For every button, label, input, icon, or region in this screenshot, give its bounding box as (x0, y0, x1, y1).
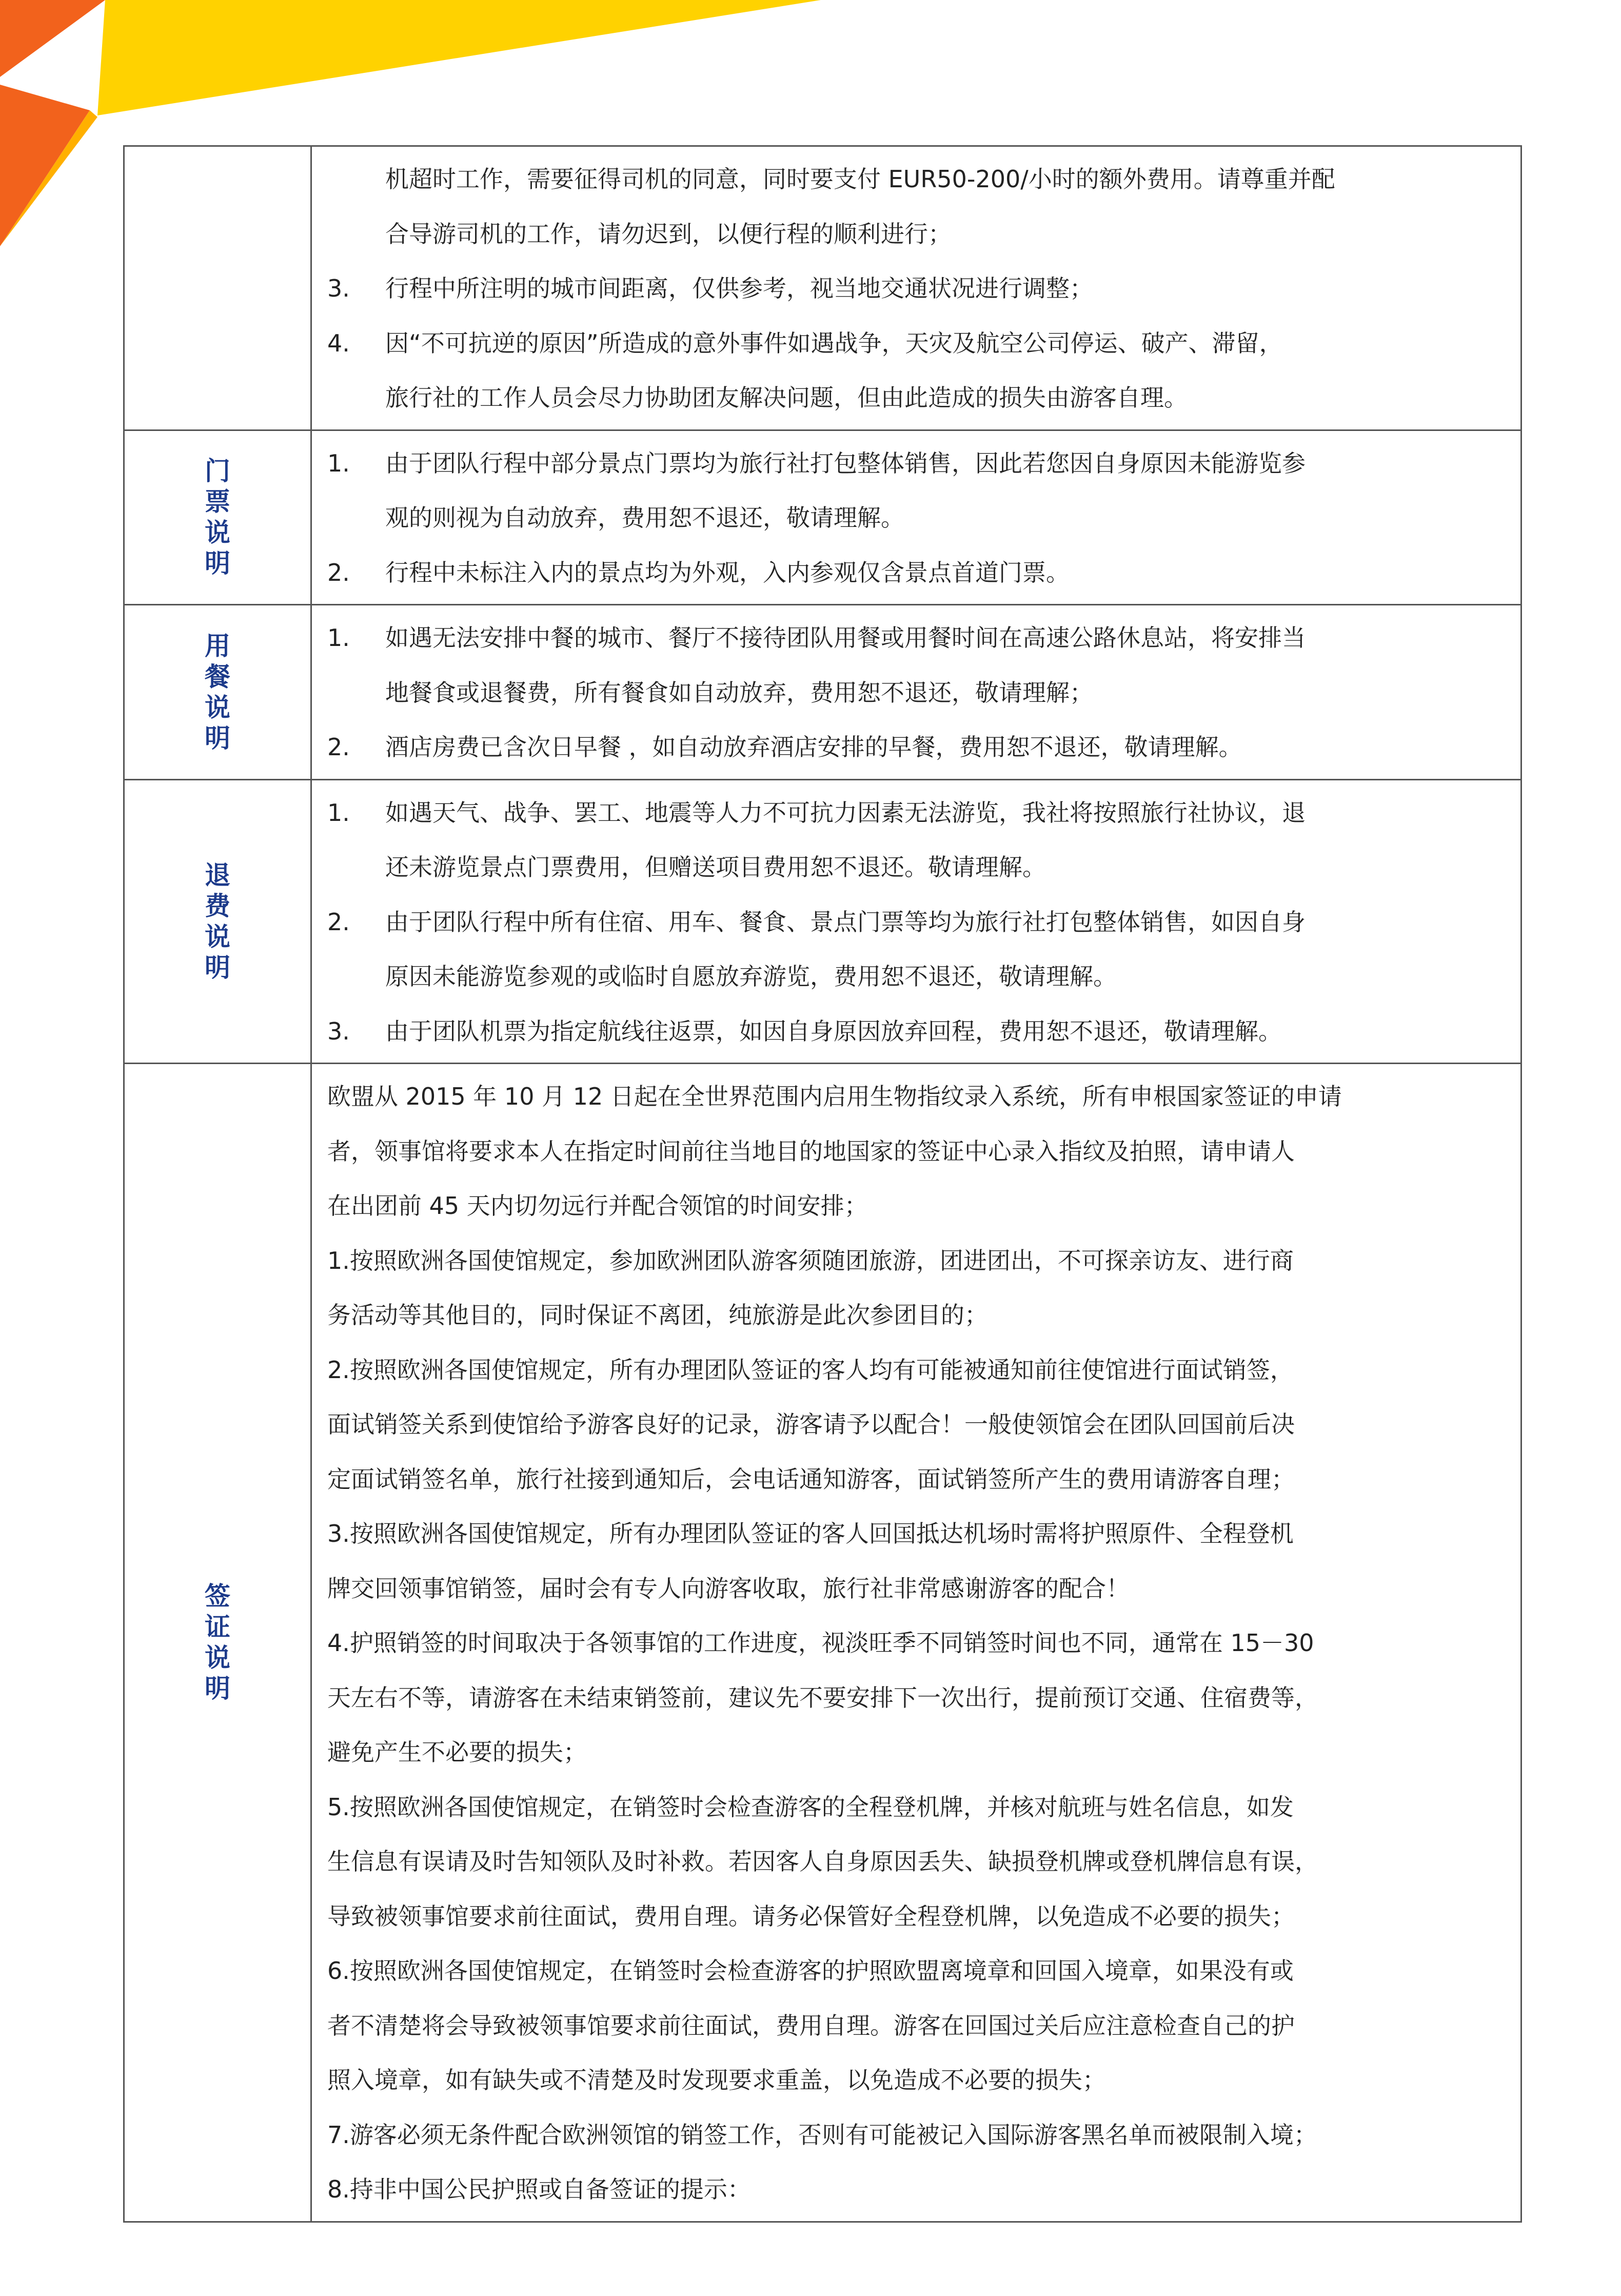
paragraph-line: 导致被领事馆要求前往面试，费用自理。请务必保管好全程登机牌，以免造成不必要的损失； (327, 1902, 1295, 1930)
note-line (327, 490, 1510, 545)
note-text: 如遇天气、战争、罢工、地震等人力不可抗力因素无法游览，我社将按照旅行社协议，退 (385, 798, 1306, 827)
section-label: 用餐说明 (205, 631, 230, 753)
paragraph-line: 面试销签关系到使馆给予游客良好的记录，游客请予以配合！一般使领馆会在团队回国前后决 (327, 1410, 1295, 1438)
paragraph-line: 欧盟从 2015 年 10 月 12 日起在全世界范围内启用生物指纹录入系统，所有申根国家签证的申请 (327, 1083, 1342, 1110)
paragraph-line: 1.按照欧洲各国使馆规定，参加欧洲团队游客须随团旅游，团进团出，不可探亲访友、进行商 (327, 1246, 1294, 1274)
item-number: 1. (327, 449, 350, 477)
paragraph-line: 天左右不等，请游客在未结束销签前，建议先不要安排下一次出行，提前预订交通、住宿费等， (327, 1683, 1318, 1712)
section-row (124, 430, 1521, 605)
note-line (327, 949, 1510, 1004)
item-number: 3. (327, 1017, 350, 1045)
paragraph-line: 3.按照欧洲各国使馆规定，所有办理团队签证的客人回国抵达机场时需将护照原件、全程登机 (327, 1520, 1294, 1547)
note-line (327, 261, 1510, 316)
note-text: 还未游览景点门票费用，但赠送项目费用恕不退还。敬请理解。 (385, 853, 1046, 881)
paragraph-line: 避免产生不必要的损失； (327, 1738, 587, 1766)
paragraph-line: 牌交回领事馆销签，届时会有专人向游客收取，旅行社非常感谢游客的配合！ (327, 1574, 1130, 1602)
item-number: 1. (327, 624, 350, 652)
note-line (327, 545, 1510, 600)
section-row (124, 779, 1521, 1064)
paragraph-line: 在出团前 45 天内切勿远行并配合领馆的时间安排； (327, 1192, 868, 1220)
section-content-cell (311, 430, 1521, 605)
item-number: 2. (327, 908, 350, 936)
note-line (327, 370, 1510, 425)
note-text: 旅行社的工作人员会尽力协助团友解决问题，但由此造成的损失由游客自理。 (385, 384, 1188, 411)
section-content-cell (311, 779, 1521, 1064)
note-text: 行程中所注明的城市间距离，仅供参考，视当地交通状况进行调整； (385, 274, 1093, 302)
note-line (327, 895, 1510, 950)
section-row (124, 1064, 1521, 2222)
section-label: 退费说明 (205, 860, 230, 983)
note-text: 原因未能游览参观的或临时自愿放弃游览，费用恕不退还，敬请理解。 (385, 963, 1117, 990)
section-label-cell (124, 1064, 311, 2222)
note-line (327, 840, 1510, 895)
section-label: 门票说明 (205, 456, 230, 579)
section-label-cell (124, 779, 311, 1064)
orange-wedge-shape (0, 85, 90, 246)
note-line (327, 786, 1510, 840)
item-number: 4. (327, 329, 350, 357)
paragraph-line: 5.按照欧洲各国使馆规定，在销签时会检查游客的全程登机牌，并核对航班与姓名信息，如发 (327, 1793, 1294, 1821)
note-text: 合导游司机的工作，请勿迟到，以便行程的顺利进行； (385, 220, 952, 248)
note-line (327, 207, 1510, 262)
paragraph-line: 者不清楚将会导致被领事馆要求前往面试，费用自理。游客在回国过关后应注意检查自己的护 (327, 2011, 1295, 2039)
note-text: 由于团队行程中所有住宿、用车、餐食、景点门票等均为旅行社打包整体销售，如因自身 (385, 908, 1306, 936)
paragraph-line: 2.按照欧洲各国使馆规定，所有办理团队签证的客人均有可能被通知前往使馆进行面试销签， (327, 1356, 1294, 1384)
paragraph-line: 4.护照销签的时间取决于各领事馆的工作进度，视淡旺季不同销签时间也不同，通常在 15－30 (327, 1629, 1314, 1657)
note-line (327, 1004, 1510, 1059)
section-row (124, 605, 1521, 780)
paragraph-line: 照入境章，如有缺失或不清楚及时发现要求重盖，以免造成不必要的损失； (327, 2066, 1106, 2094)
note-line (327, 316, 1510, 371)
travel-notes-table (123, 145, 1522, 2223)
note-text: 行程中未标注入内的景点均为外观，入内参观仅含景点首道门票。 (385, 558, 1070, 586)
orange-triangle-shape (0, 0, 105, 77)
section-content-cell (311, 146, 1521, 430)
section-content-cell (311, 1064, 1521, 2222)
paragraph-line: 务活动等其他目的，同时保证不离团，纯旅游是此次参团目的； (327, 1301, 988, 1329)
note-text: 观的则视为自动放弃，费用恕不退还，敬请理解。 (385, 504, 904, 532)
item-number: 2. (327, 733, 350, 761)
note-line (327, 720, 1510, 775)
section-content-cell (311, 605, 1521, 780)
section-label-cell (124, 605, 311, 780)
item-number: 1. (327, 798, 350, 827)
note-text: 地餐食或退餐费，所有餐食如自动放弃，费用恕不退还，敬请理解； (385, 678, 1093, 707)
section-label: 签证说明 (205, 1581, 230, 1704)
note-text: 机超时工作，需要征得司机的同意，同时要支付 EUR50-200/小时的额外费用。请尊重并配 (385, 165, 1335, 193)
note-line (327, 152, 1510, 207)
paragraph-line: 7.游客必须无条件配合欧洲领馆的销签工作，否则有可能被记入国际游客黑名单而被限制入境； (327, 2121, 1317, 2149)
note-line (327, 611, 1510, 665)
item-number: 3. (327, 274, 350, 302)
note-line (327, 665, 1510, 720)
paragraph-line: 者，领事馆将要求本人在指定时间前往当地目的地国家的签证中心录入指纹及拍照，请申请人 (327, 1137, 1295, 1165)
section-label-cell (124, 430, 311, 605)
paragraph-line: 生信息有误请及时告知领队及时补救。若因客人自身原因丢失、缺损登机牌或登机牌信息有误， (327, 1848, 1318, 1875)
item-number: 2. (327, 558, 350, 586)
paragraph-line: 定面试销签名单，旅行社接到通知后，会电话通知游客，面试销签所产生的费用请游客自理； (327, 1465, 1295, 1493)
note-text: 由于团队机票为指定航线往返票，如因自身原因放弃回程，费用恕不退还，敬请理解。 (385, 1017, 1282, 1045)
note-line (327, 436, 1510, 491)
note-text: 如遇无法安排中餐的城市、餐厅不接待团队用餐或用餐时间在高速公路休息站，将安排当 (385, 624, 1306, 652)
note-text: 酒店房费已含次日早餐 ，如自动放弃酒店安排的早餐，费用恕不退还，敬请理解。 (385, 733, 1242, 761)
paragraph-line: 6.按照欧洲各国使馆规定，在销签时会检查游客的护照欧盟离境章和回国入境章，如果没有或 (327, 1957, 1294, 1985)
paragraph-line: 8.持非中国公民护照或自备签证的提示： (327, 2175, 751, 2203)
section-row (124, 146, 1521, 430)
note-text: 由于团队行程中部分景点门票均为旅行社打包整体销售，因此若您因自身原因未能游览参 (385, 449, 1306, 477)
note-text: 因“不可抗逆的原因”所造成的意外事件如遇战争，天灾及航空公司停运、破产、滞留， (385, 329, 1283, 357)
yellow-wedge-shape (97, 0, 821, 115)
section-label-cell (124, 146, 311, 430)
